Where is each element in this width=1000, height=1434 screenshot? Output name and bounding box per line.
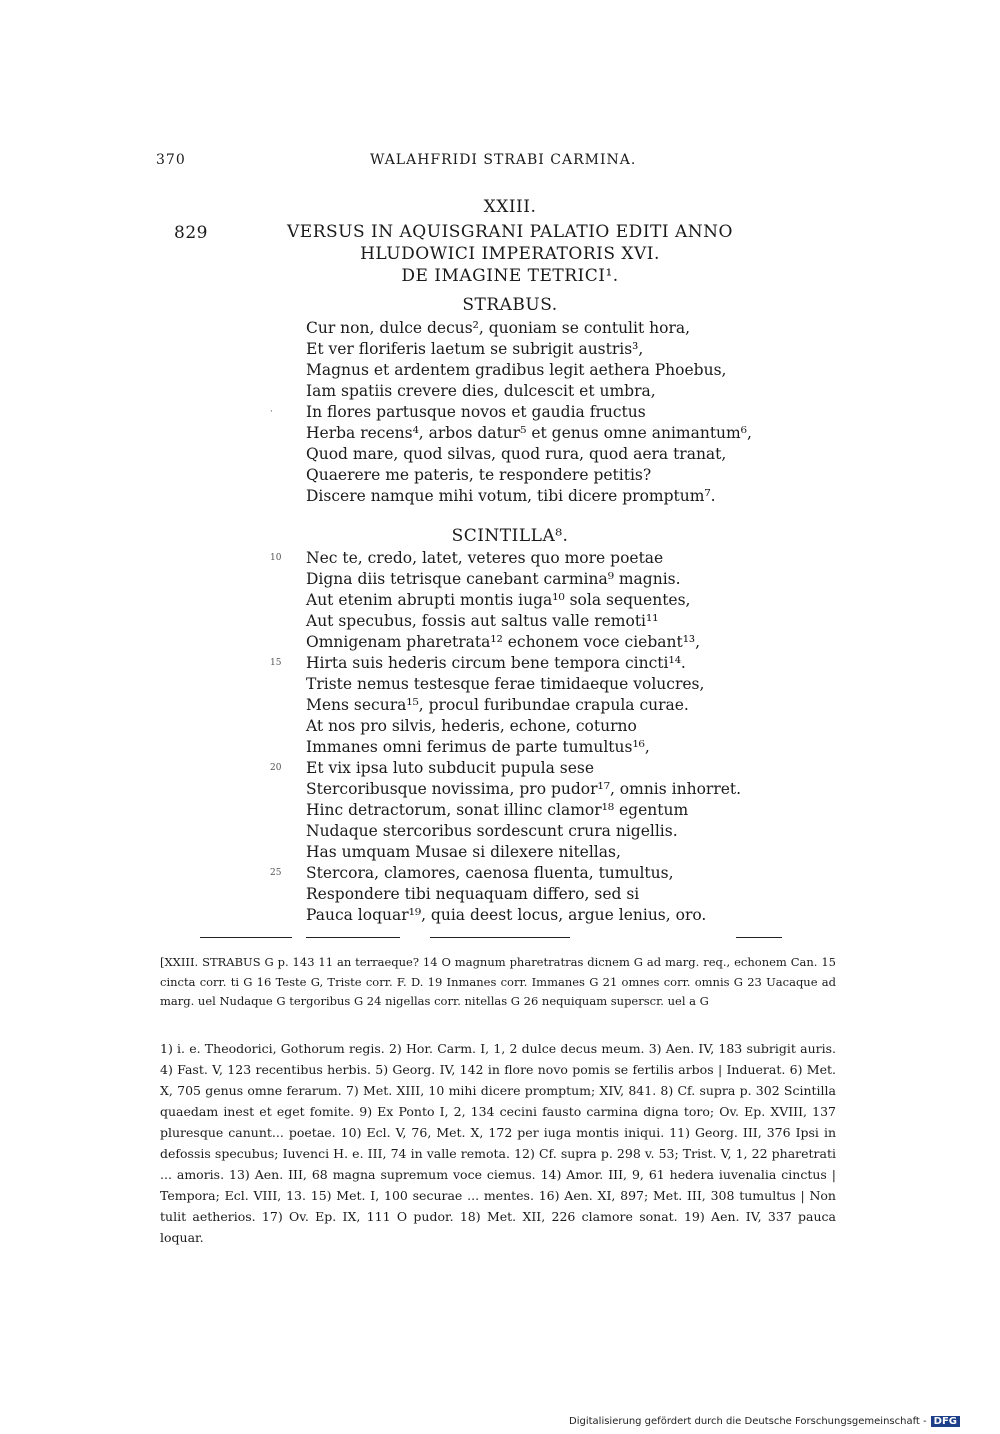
page-number: 370 [156,152,186,168]
separator-rule [736,937,782,938]
digitization-credit [569,1416,960,1427]
year-margin: 829 [174,223,208,243]
verse-line: Pauca loquar¹⁹, quia deest locus, argue lenius, oro. [306,906,707,924]
verse-text: Stercora, clamores, caenosa fluenta, tumultus, [306,864,674,882]
speaker-scintilla: SCINTILLA⁸. [451,526,569,546]
verse-line: Nudaque stercoribus sordescunt crura nigellis. [306,822,678,840]
verse-line: Digna diis tetrisque canebant carmina⁹ magnis. [306,570,681,588]
verse-line: Respondere tibi nequaquam differo, sed si [306,885,640,903]
poem-part-2 [270,548,766,926]
verse-text: In flores partusque novos et gaudia fructus [306,403,646,421]
footnotes: 1) i. e. Theodorici, Gothorum regis. 2) Hor. Carm. I, 1, 2 dulce decus meum. 3) Aen. IV, 183 subrigit auris. 4) Fast. V, 123 recentibus herbis. 5) Georg. IV, 142 in flore novo pomis se fertilis arbos | Induerat. 6) Met. X, 705 genus omne ferarum. 7) Met. XIII, 10 mihi dicere promptum; XIV, 841. 8) Cf. supra p. 302 Scintilla quaedam inest et eget fomite. 9) Ex Ponto I, 2, 134 cecini fausto carmina digna toro; Ov. Ep. XVIII, 137 pluresque canunt... poetae. 10) Ecl. V, 76, Met. X, 172 per iuga montis iniqui. 11) Georg. III, 376 Ipsi in defossis specubus; Iuvenci H. e. III, 74 in valle remota. 12) Cf. supra p. 298 v. 53; Trist. V, 1, 22 pharetrati ... amoris. 13) Aen. III, 68 magna supremum voce ciemus. 14) Amor. III, 9, 61 hedera iuvenalia cinctus | Tempora; Ecl. VIII, 13. 15) Met. I, 100 securae ... mentes. 16) Aen. XI, 897; Met. III, 308 tumultus | Non tulit aetherios. 17) Ov. Ep. IX, 111 O pudor. 18) Met. XII, 226 clamore sonat. 19) Aen. IV, 337 pauca loquar. [160,1041,836,1245]
verse-line-20 [270,758,766,779]
separator-rule [200,937,292,938]
credit-text: Digitalisierung gefördert durch die Deutsche Forschungsgemeinschaft - [569,1416,927,1427]
verse-line: Discere namque mihi votum, tibi dicere promptum⁷. [306,487,716,505]
verse-line: Quod mare, quod silvas, quod rura, quod aera tranat, [306,445,727,463]
verse-line: Triste nemus testesque ferae timidaeque volucres, [306,675,705,693]
verse-text: Nec te, credo, latet, veteres quo more poetae [306,549,664,567]
verse-line-10 [270,548,766,569]
verse-line: Stercoribusque novissima, pro pudor¹⁷, omnis inhorret. [306,780,742,798]
separator-rule [306,937,400,938]
line-number: 15 [270,658,282,668]
verse-text: Et vix ipsa luto subducit pupula sese [306,759,595,777]
verse-line-5 [270,402,766,423]
title-line-2: HLUDOWICI IMPERATORIS XVI. [360,244,660,264]
verse-line: Hinc detractorum, sonat illinc clamor¹⁸ egentum [306,801,689,819]
title-line-1: VERSUS IN AQUISGRANI PALATIO EDITI ANNO [287,222,733,242]
line-number: 20 [270,763,282,773]
verse-text: Hirta suis hederis circum bene tempora cincti¹⁴. [306,654,686,672]
verse-line: Magnus et ardentem gradibus legit aethera Phoebus, [306,361,727,379]
separator-rule [430,937,570,938]
verse-line: Immanes omni ferimus de parte tumultus¹⁶, [306,738,650,756]
verse-line: At nos pro silvis, hederis, echone, coturno [306,717,637,735]
poem-number: XXIII. [483,197,537,217]
verse-line: Iam spatiis crevere dies, dulcescit et umbra, [306,382,656,400]
speaker-strabus: STRABUS. [462,295,558,315]
margin-mark: · [270,407,273,417]
verse-line: Omnigenam pharetrata¹² echonem voce ciebant¹³, [306,633,701,651]
verse-line: Et ver floriferis laetum se subrigit austris³, [306,340,644,358]
poem-part-1 [270,318,766,507]
verse-line-25 [270,863,766,884]
verse-line-15 [270,653,766,674]
verse-line: Herba recens⁴, arbos datur⁵ et genus omne animantum⁶, [306,424,752,442]
title-line-3: DE IMAGINE TETRICI¹. [401,266,619,286]
dfg-logo: DFG [931,1416,960,1427]
verse-line: Has umquam Musae si dilexere nitellas, [306,843,621,861]
line-number: 10 [270,553,282,563]
verse-line: Quaerere me pateris, te respondere petitis? [306,466,652,484]
verse-line: Cur non, dulce decus², quoniam se contulit hora, [306,319,691,337]
line-number: 25 [270,868,282,878]
verse-line: Mens secura¹⁵, procul furibundae crapula curae. [306,696,689,714]
critical-apparatus: [XXIII. STRABUS G p. 143 11 an terraeque? 14 O magnum pharetratras dicnem G ad marg. req., echonem Can. 15 cincta corr. ti G 16 Teste G, Triste corr. F. D. 19 Inmanes corr. Immanes G 21 omnes corr. omnis G 23 Uacaque ad marg. uel Nudaque G tergoribus G 24 nigellas corr. nitellas G 26 nequiquam superscr. uel a G [160,955,836,1008]
verse-line: Aut etenim abrupti montis iuga¹⁰ sola sequentes, [306,591,691,609]
running-title: WALAHFRIDI STRABI CARMINA. [370,152,637,168]
verse-line: Aut specubus, fossis aut saltus valle remoti¹¹ [306,612,659,630]
